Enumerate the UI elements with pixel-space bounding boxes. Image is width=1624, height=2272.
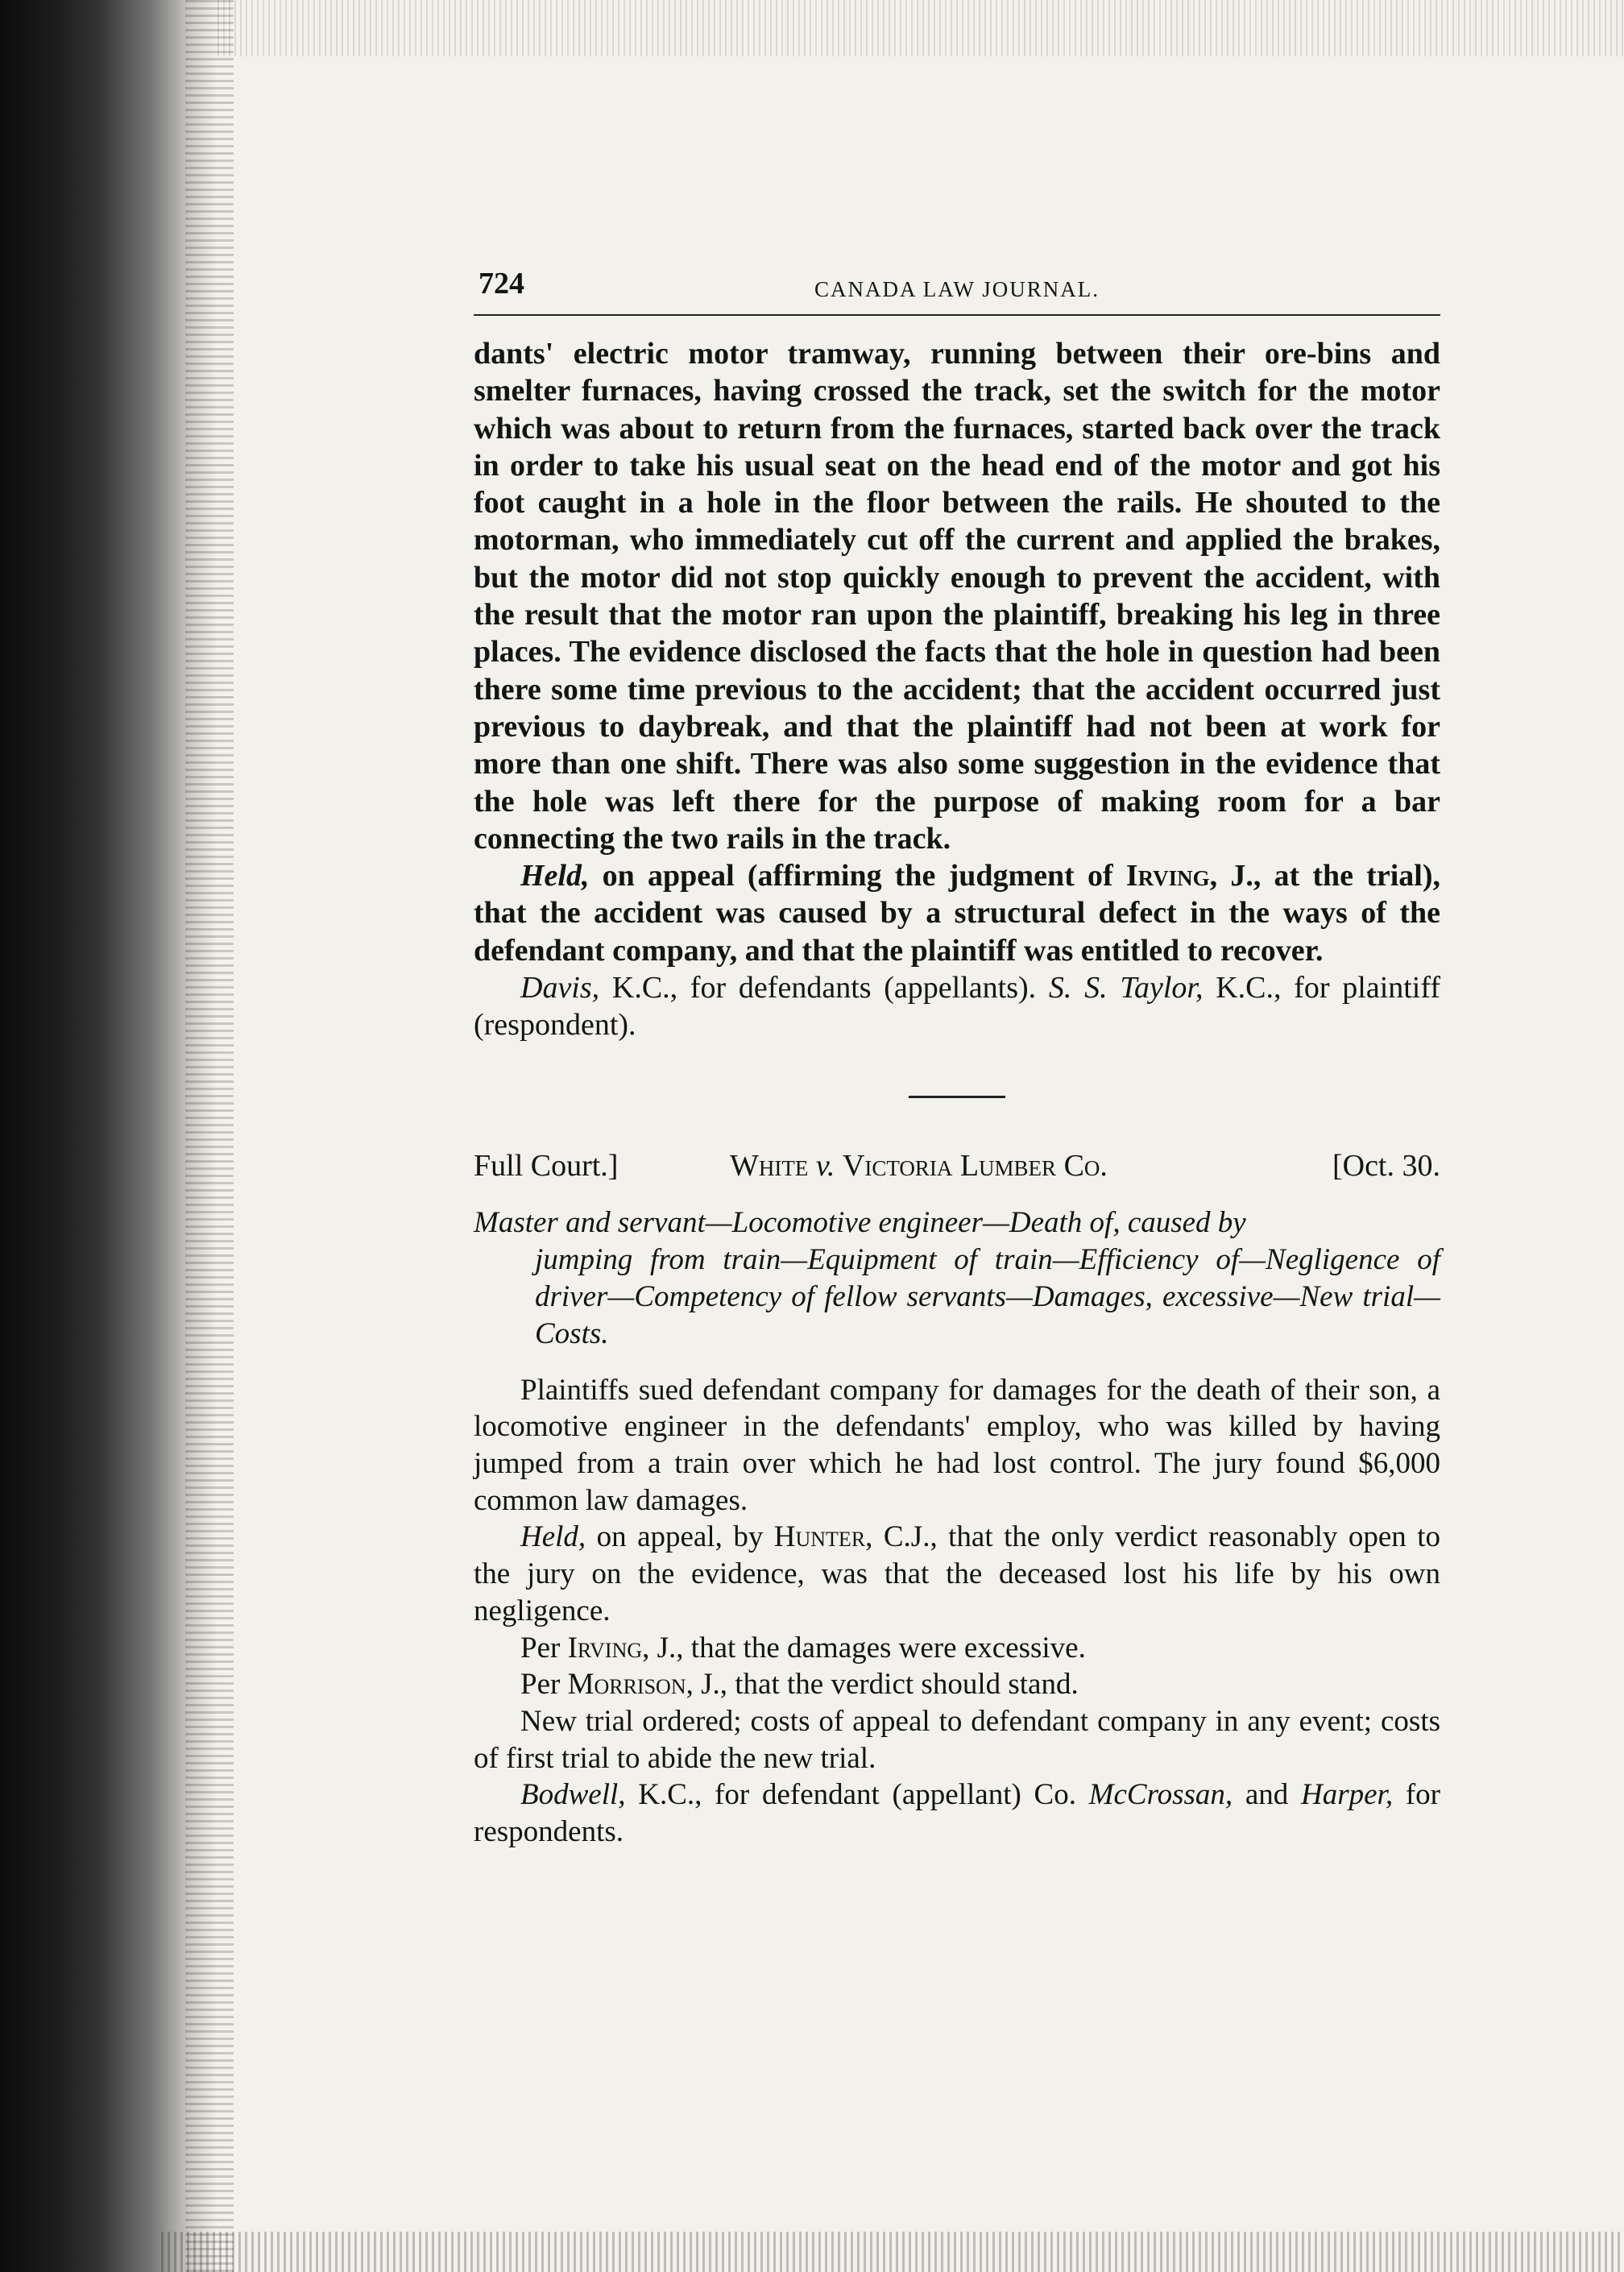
first-case-holding: [474, 857, 1440, 969]
page-number: 724: [478, 267, 524, 301]
counsel-name: Harper,: [1301, 1778, 1394, 1812]
held-label: Held,: [520, 1520, 586, 1554]
section-divider: [909, 1096, 1005, 1098]
second-case-facts: Plaintiffs sued defendant company for damages for the death of their son, a locomotive engineer in the defendants' employ, who was killed by having jumped from a train over which he had lost control. The jury found $6,000 common law damages.: [474, 1373, 1440, 1517]
counsel-name: Bodwell,: [520, 1778, 626, 1812]
journal-page: [474, 266, 1440, 1851]
counsel-text: K.C., for defendant (appellant) Co.: [625, 1778, 1089, 1812]
held-text-cont: , J., at the trial), that the accident was caused by a structural defect in the ways of the defendant company, and that the plaintiff was entitled to recover.: [474, 859, 1440, 968]
judge-name: Irving: [1125, 859, 1210, 893]
judge-name: Morrison: [567, 1668, 686, 1702]
running-title: CANADA LAW JOURNAL.: [814, 277, 1100, 301]
per-irving: [474, 1630, 1440, 1667]
party-2: Victoria Lumber Co.: [842, 1148, 1108, 1183]
page-header: [474, 266, 1440, 316]
per-morrison: [474, 1666, 1440, 1703]
headnote-rest: jumping from train—Equipment of train—Efficiency of—Negligence of driver—Competency of fellow servants—Damages, excessive—New trial—Costs.: [535, 1242, 1440, 1350]
second-case-report: [474, 1372, 1440, 1851]
trial-order: New trial ordered; costs of appeal to defendant company in any event; costs of first trial to abide the new trial.: [474, 1704, 1440, 1775]
held-text: on appeal (affirming the judgment of: [589, 859, 1126, 893]
counsel-name: S. S. Taylor,: [1048, 971, 1204, 1005]
second-case-holding: [474, 1519, 1440, 1629]
headnote-lead: Master and servant—Locomotive engineer—Death of, caused by: [474, 1205, 1246, 1239]
first-case-counsel: [474, 969, 1440, 1044]
first-case-report: [474, 335, 1440, 1044]
per-prefix: Per: [520, 1668, 568, 1702]
judge-name: Irving: [567, 1631, 643, 1665]
case-caption: [474, 1148, 1440, 1188]
case-name: [730, 1148, 1108, 1184]
binding-edge-texture: [185, 0, 234, 2272]
counsel-text: K.C., for plaintiff (respondent).: [474, 971, 1440, 1043]
per-text: , J., that the damages were excessive.: [642, 1631, 1086, 1665]
court-name: Full Court.]: [474, 1148, 619, 1183]
counsel-text: and: [1232, 1778, 1302, 1812]
held-text-cont: , C.J., that the only verdict reasonably open to the jury on the evidence, was that the deceased lost his life by his own negligence.: [474, 1520, 1440, 1627]
bottom-scan-noise: [161, 2232, 1624, 2272]
top-scan-noise: [218, 0, 1624, 56]
counsel-text: for respondents.: [474, 1778, 1440, 1849]
counsel-text: K.C., for defendants (appellants).: [599, 971, 1049, 1005]
case-date: [Oct. 30.: [1332, 1148, 1440, 1183]
headnote: [474, 1204, 1440, 1353]
party-1: White: [730, 1148, 809, 1183]
held-label: Held,: [520, 859, 590, 893]
first-case-facts: dants' electric motor tramway, running between their ore-bins and smelter furnaces, having crossed the track, set the switch for the motor which was about to return from the furnaces, started back over the track in order to take his usual seat on the head end of the motor and got his foot caught in a hole in the floor between the rails. He shouted to the motorman, who immediately cut off the current and applied the brakes, but the motor did not stop quickly enough to prevent the accident, with the result that the motor ran upon the plaintiff, breaking his leg in three places. The evidence disclosed the facts that the hole in question had been there some time previous to the accident; that the accident occurred just previous to daybreak, and that the plaintiff had not been at work for more than one shift. There was also some suggestion in the evidence that the hole was left there for the purpose of making room for a bar connecting the two rails in the track.: [474, 337, 1440, 856]
per-prefix: Per: [520, 1631, 568, 1665]
counsel-name: McCrossan,: [1088, 1778, 1233, 1812]
second-case-counsel: [474, 1777, 1440, 1850]
versus: v.: [808, 1148, 843, 1183]
held-text: on appeal, by: [586, 1520, 774, 1554]
judge-name: Hunter: [773, 1520, 866, 1554]
per-text: , J., that the verdict should stand.: [686, 1668, 1079, 1702]
counsel-name: Davis,: [520, 971, 600, 1005]
